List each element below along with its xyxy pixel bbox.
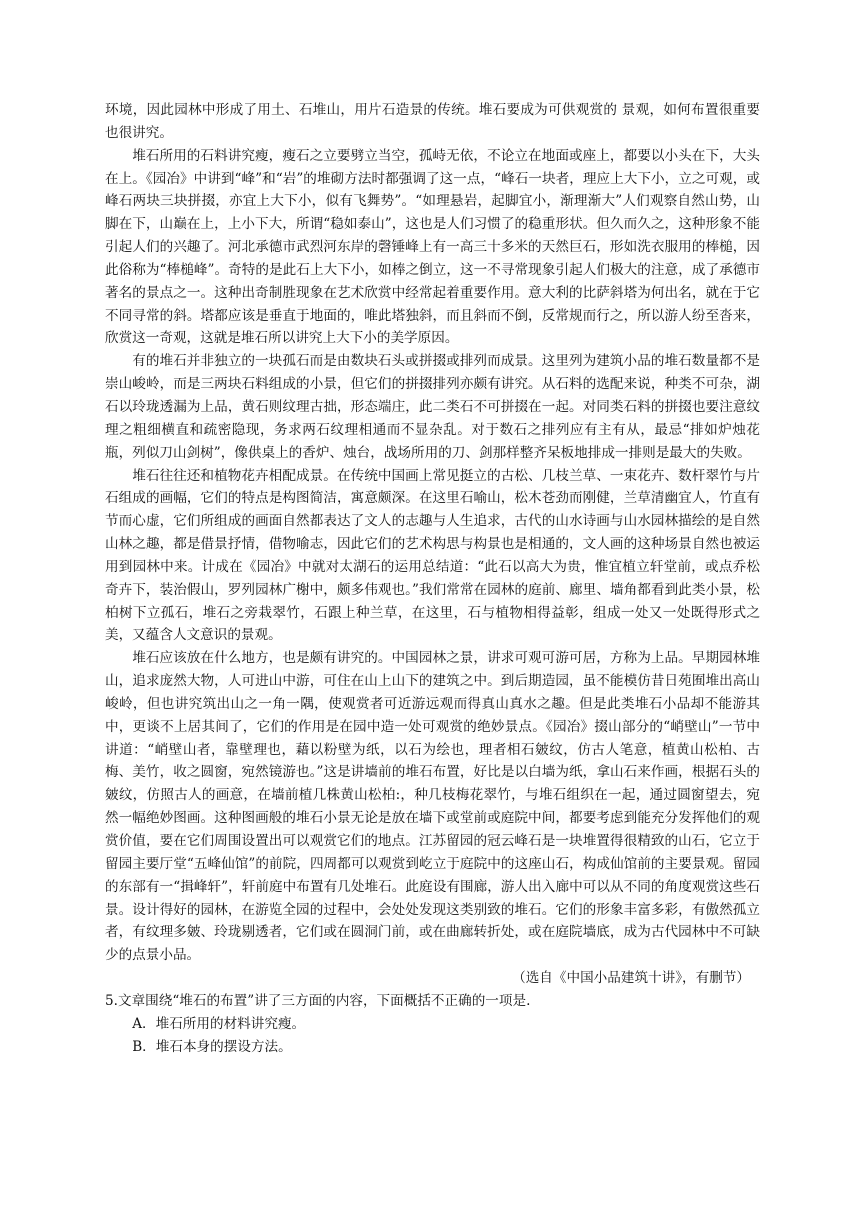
paragraph-stone-shape: 堆石所用的石料讲究瘦，瘦石之立要劈立当空，孤峙无依，不论立在地面或座上，都要以小头在下，大头在上。《园冶》中讲到“峰”和“岩”的堆砌方法时都强调了这一点，“峰石一块者，理应上大下小，立之可观，或峰石两块三块拼掇，亦宜上大下小，似有飞舞势”。“如理悬岩，起脚宜小，渐理渐大”人们观察自然山势，山脚在下，山巅在上，上小下大，所谓“稳如泰山”，这也是人们习惯了的稳重形状。但久而久之，这种形象不能引起人们的兴趣了。河北承德市武烈河东岸的磬锤峰上有一高三十多米的天然巨石，形如洗衣服用的棒槌，因此俗称为“棒槌峰”。奇特的是此石上大下小，如棒之倒立，这一不寻常现象引起人们极大的注意，成了承德市著名的景点之一。这种出奇制胜现象在艺术欣赏中经常起着重要作用。意大利的比萨斜塔为何出名，就在于它不同寻常的斜。塔都应该是垂直于地面的，唯此塔独斜，而且斜而不倒，反常规而行之，所以游人纷至沓来，欣赏这一奇观，这就是堆石所以讲究上大下小的美学原因。 <box>105 147 760 347</box>
option-a: A．堆石所用的材料讲究瘦。 <box>132 1015 306 1032</box>
option-b: B．堆石本身的摆设方法。 <box>132 1038 292 1055</box>
article-source: （选自《中国小品建筑十讲》，有删节） <box>512 970 750 987</box>
question-stem: 5.文章围绕“堆石的布置”讲了三方面的内容，下面概括不正确的一项是. <box>105 992 531 1009</box>
paragraph-stone-plants: 堆石往往还和植物花卉相配成景。在传统中国画上常见挺立的古松、几枝兰草、一束花卉、数杆翠竹与片石组成的画幅，它们的特点是构图简洁，寓意颇深。在这里石喻山，松木苍劲而刚健，兰草清幽宜人，竹直有节而心虚，它们所组成的画面自然都表达了文人的志趣与人生追求，古代的山水诗画与山水园林描绘的是自然山林之趣，都是借景抒情，借物喻志，因此它们的艺术构思与构景也是相通的，文人画的这种场景自然也被运用到园林中来。计成在《园冶》中就对太湖石的运用总结道：“此石以高大为贵，惟宜植立轩堂前，或点乔松奇卉下，装治假山，罗列园林广榭中，颇多伟观也。”我们常常在园林的庭前、廊里、墙角都看到此类小景，松柏树下立孤石，堆石之旁栽翠竹，石跟上种兰草，在这里，石与植物相得益彰，组成一处又一处既得形式之美，又蕴含人文意识的景观。 <box>105 467 760 644</box>
question-block <box>105 990 760 1059</box>
article-body <box>105 99 760 990</box>
paragraph-stone-arrangement: 有的堆石并非独立的一块孤石而是由数块石头或拼掇或排列而成景。这里列为建筑小品的堆石数量都不是崇山峻岭，而是三两块石料组成的小景，但它们的拼掇排列亦颇有讲究。从石料的选配来说，种类不可杂，湖石以玲珑透漏为上品，黄石则纹理古拙，形态端庄，此二类石不可拼掇在一起。对同类石料的拼掇也要注意纹理之粗细横直和疏密隐现，务求两石纹理相通而不显杂乱。对于数石之排列应有主有从，最忌“排如炉烛花瓶，列似刀山剑树”，像供桌上的香炉、烛台，战场所用的刀、剑那样整齐呆板地排成一排则是最大的失败。 <box>105 353 760 461</box>
paragraph-stone-placement: 堆石应该放在什么地方，也是颇有讲究的。中国园林之景，讲求可观可游可居，方称为上品。早期园林堆山，追求庞然大物，人可进山中游，可住在山上山下的建筑之中。到后期造园，虽不能模仿昔日苑囿堆出高山峻岭，但也讲究筑出山之一角一隅，使观赏者可近游远观而得真山真水之趣。但是此类堆石小品却不能游其中，更谈不上居其间了，它们的作用是在园中造一处可观赏的绝妙景点。《园冶》掇山部分的“峭壁山”一节中讲道：“峭壁山者，靠壁理也，藉以粉壁为纸，以石为绘也，理者相石皴纹，仿古人笔意，植黄山松柏、古梅、美竹，收之圆窗，宛然镜游也。”这是讲墙前的堆石布置，好比是以白墙为纸，拿山石来作画，根据石头的皴纹，仿照古人的画意，在墙前植几株黄山松柏:，种几枝梅花翠竹，与堆石组织在一起，通过圆窗望去，宛然一幅绝妙图画。这种图画般的堆石小景无论是放在墙下或堂前或庭院中间，都要考虑到能充分发挥他们的观赏价值，要在它们周围设置出可以观赏它们的地点。江苏留园的冠云峰石是一块堆置得很精致的山石，它立于留园主要厅堂“五峰仙馆”的前院，四周都可以观赏到屹立于庭院中的这座山石，构成仙馆前的主要景观。留园的东部有一“揖峰轩”，轩前庭中布置有几处堆石。此庭设有围廊，游人出入廊中可以从不同的角度观赏这些石景。设计得好的园林，在游览全园的过程中，会处处发现这类别致的堆石。它们的形象丰富多彩，有傲然孤立者，有纹理多皴、玲珑剔透者，它们或在圆洞门前，或在曲廊转折处，或在庭院墙底，成为古代园林中不可缺少的点景小品。 <box>105 650 760 964</box>
paragraph-continuation: 环境，因此园林中形成了用土、石堆山，用片石造景的传统。堆石要成为可供观赏的 景观，如何布置很重要也很讲究。 <box>105 102 760 141</box>
